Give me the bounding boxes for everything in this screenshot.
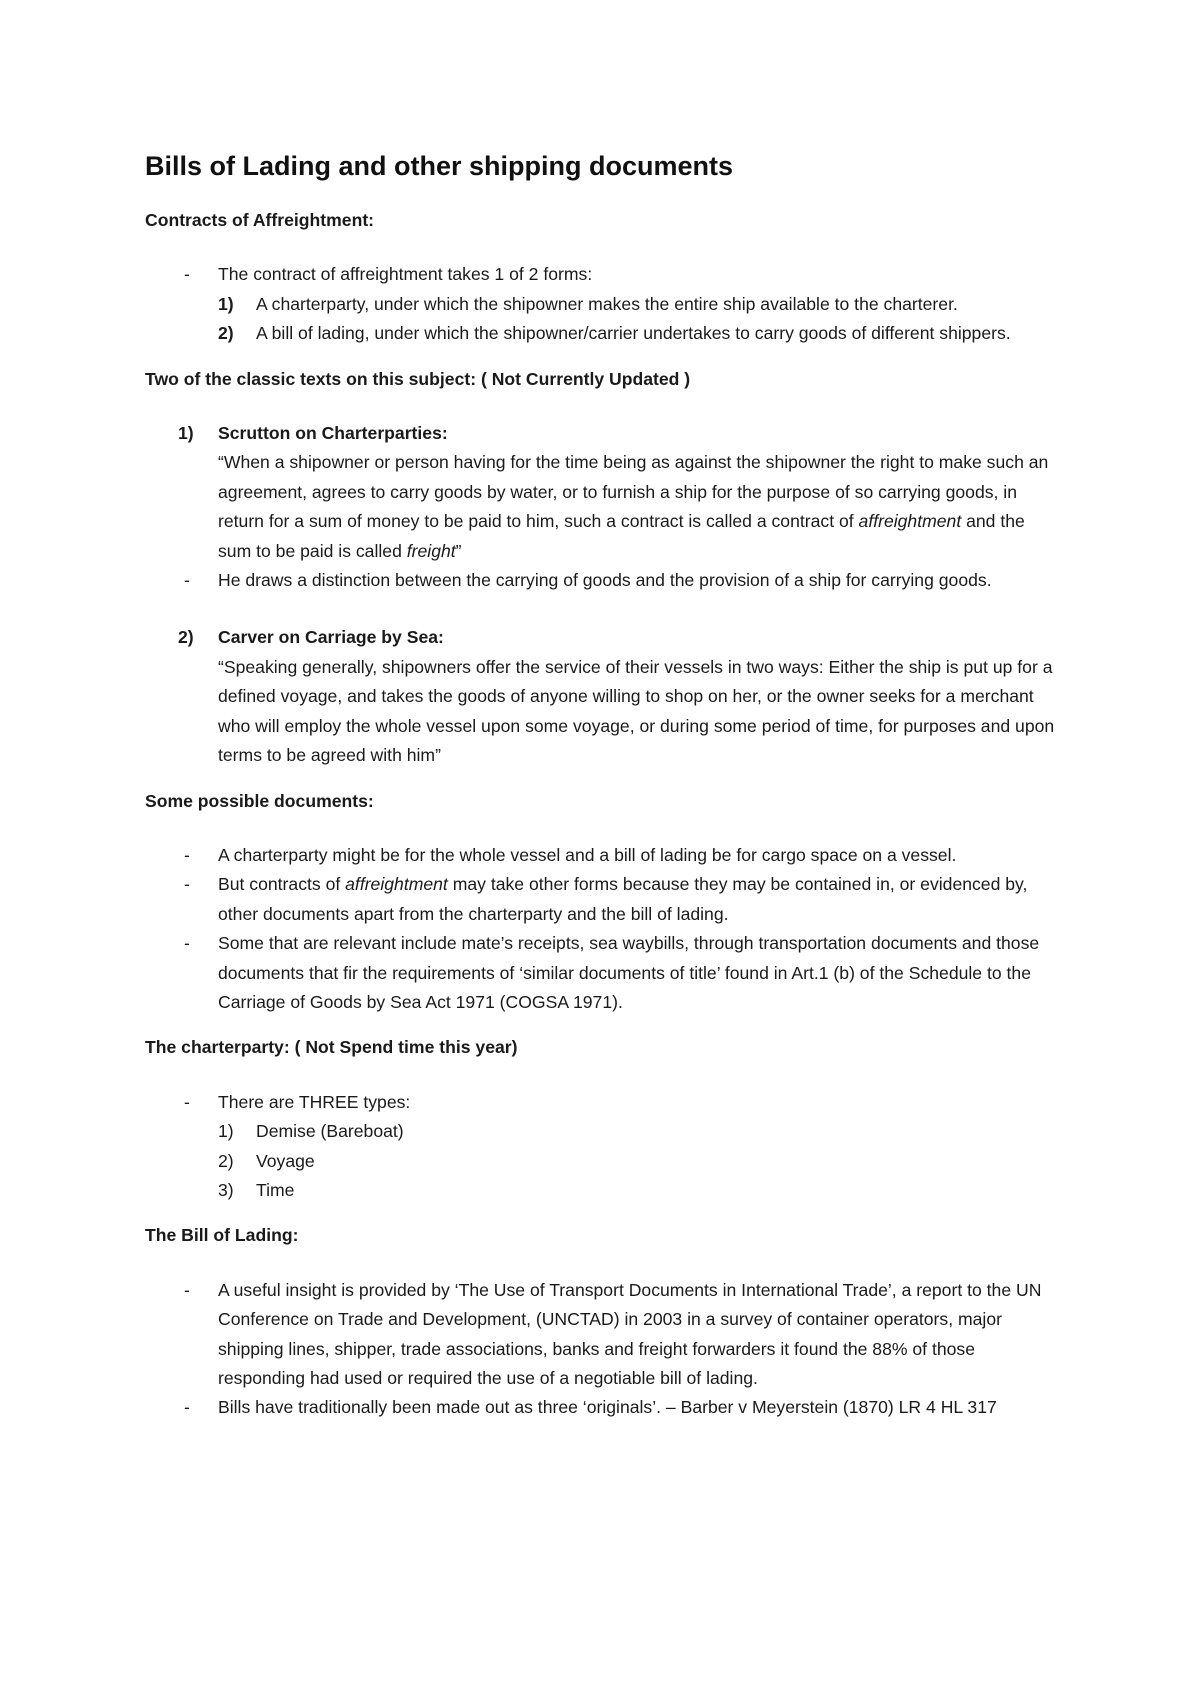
section-charterparty — [145, 1033, 1060, 1205]
scrutton-quote — [218, 448, 1060, 566]
list-item-text: Some that are relevant include mate’s receipts, sea waybills, through transportation documents and those documents that fir the requirements of ‘similar documents of title’ found in Art.1 (b) of the Schedule to the Carriage of Goods by Sea Act 1971 (COGSA 1971). — [218, 933, 1040, 1012]
spacer — [145, 1205, 1060, 1221]
section-heading: Contracts of Affreightment: — [145, 210, 375, 230]
list-item — [145, 929, 1060, 1017]
list-item-emphasis: affreightment — [345, 874, 448, 895]
list-item-text: He draws a distinction between the carrying of goods and the provision of a ship for carrying goods. — [218, 570, 992, 591]
quote-emphasis: affreightment — [858, 511, 962, 532]
spacer — [145, 825, 1060, 841]
quote-text: “When a shipowner or person having for the time being as against the shipowner the right to make such an agreement, agrees to carry goods by water, or to furnish a ship for the purpose of so carrying goods, in return for a sum of money to be paid to him, such a contract is called a contract of — [218, 452, 1049, 532]
dash-marker: - — [184, 874, 190, 895]
spacer — [145, 1017, 1060, 1033]
list-item-text: But contracts of — [218, 874, 346, 895]
list-item-text: may take other forms because they may be contained in, or evidenced by, other documents apart from the charterparty and the bill of lading. — [218, 874, 1028, 924]
number-marker: 2) — [218, 323, 234, 344]
section-heading: The Bill of Lading: — [145, 1225, 299, 1246]
list-item — [145, 260, 1060, 289]
numbered-list — [145, 419, 1060, 566]
bullet-list — [145, 1088, 1060, 1117]
dash-marker: - — [184, 1279, 190, 1300]
list-item — [145, 1393, 1060, 1422]
number-marker: 1) — [178, 423, 194, 444]
list-item — [145, 566, 1060, 595]
section-heading: The charterparty: ( Not Spend time this year) — [145, 1037, 518, 1058]
bullet-list — [145, 260, 1060, 289]
list-item-text: The contract of affreightment takes 1 of 2 forms: — [218, 264, 593, 285]
section-heading: Some possible documents: — [145, 790, 374, 811]
list-item-carver — [145, 623, 1060, 770]
quote-emphasis: freight — [406, 540, 456, 561]
section-heading: Two of the classic texts on this subject: ( Not Currently Updated ) — [145, 368, 691, 389]
list-item-text: A bill of lading, under which the shipowner/carrier undertakes to carry goods of different shippers. — [256, 323, 1011, 344]
dash-marker: - — [184, 844, 190, 865]
quote-text: ” — [455, 540, 462, 561]
source-title: Scrutton on Charterparties: — [218, 423, 448, 444]
section-classic-texts — [145, 365, 1060, 771]
list-item — [145, 870, 1060, 929]
spacer — [145, 595, 1060, 623]
bullet-list — [145, 841, 1060, 1017]
carver-quote: “Speaking generally, shipowners offer the service of their vessels in two ways: Either the ship is put up for a defined voyage, and takes the goods of anyone willing to shop on her, or the owner seeks for a merchant who will employ the whole vessel upon some voyage, or during some period of time, for purposes and upon terms to be agreed with him” — [218, 656, 1055, 766]
list-item — [145, 841, 1060, 870]
dash-marker: - — [184, 570, 190, 591]
list-item-text: A charterparty might be for the whole vessel and a bill of lading be for cargo space on a vessel. — [218, 844, 957, 865]
list-item-text: Time — [256, 1179, 295, 1200]
numbered-list — [145, 1117, 1060, 1205]
list-item-text: A useful insight is provided by ‘The Use of Transport Documents in International Trade’, a report to the UN Conference on Trade and Development, (UNCTAD) in 2003 in a survey of container operators, major shipping lines, shipper, trade associations, banks and freight forwarders it found the 88% of those responding had used or required the use of a negotiable bill of lading. — [218, 1279, 1042, 1388]
list-item-text: Voyage — [256, 1150, 315, 1171]
spacer — [145, 1260, 1060, 1276]
list-item — [145, 290, 1060, 319]
spacer — [145, 771, 1060, 787]
number-marker: 3) — [218, 1179, 234, 1200]
list-item-text: Bills have traditionally been made out as three ‘originals’. – Barber v Meyerstein (1870) LR 4 HL 317 — [218, 1397, 997, 1418]
list-item-scrutton — [145, 419, 1060, 566]
dash-marker: - — [184, 1397, 190, 1418]
dash-marker: - — [184, 1091, 190, 1112]
spacer — [145, 349, 1060, 365]
number-marker: 2) — [218, 1150, 234, 1171]
list-item-text: There are THREE types: — [218, 1091, 411, 1112]
list-item-text: Demise (Bareboat) — [256, 1121, 404, 1142]
number-marker: 2) — [178, 627, 194, 648]
document-title: Bills of Lading and other shipping documents — [145, 151, 734, 181]
list-item — [145, 1276, 1060, 1394]
number-marker: 1) — [218, 293, 234, 314]
numbered-list — [145, 623, 1060, 770]
spacer — [145, 244, 1060, 260]
list-item-text: A charterparty, under which the shipowner makes the entire ship available to the charterer. — [256, 293, 958, 314]
number-marker: 1) — [218, 1121, 234, 1142]
dash-marker: - — [184, 264, 190, 285]
list-item — [145, 1117, 1060, 1146]
list-item — [145, 319, 1060, 348]
source-title: Carver on Carriage by Sea: — [218, 627, 444, 648]
document-page — [145, 146, 1060, 1423]
dash-marker: - — [184, 933, 190, 954]
spacer — [145, 403, 1060, 419]
list-item — [145, 1088, 1060, 1117]
section-bill-of-lading — [145, 1221, 1060, 1422]
section-documents — [145, 787, 1060, 1018]
spacer — [145, 1072, 1060, 1088]
list-item — [145, 1176, 1060, 1205]
section-affreightment — [145, 206, 1060, 349]
quote-text: and the sum to be paid is called — [218, 511, 1025, 561]
list-item — [145, 1147, 1060, 1176]
bullet-list — [145, 1276, 1060, 1423]
bullet-list — [145, 566, 1060, 595]
numbered-list — [145, 290, 1060, 349]
